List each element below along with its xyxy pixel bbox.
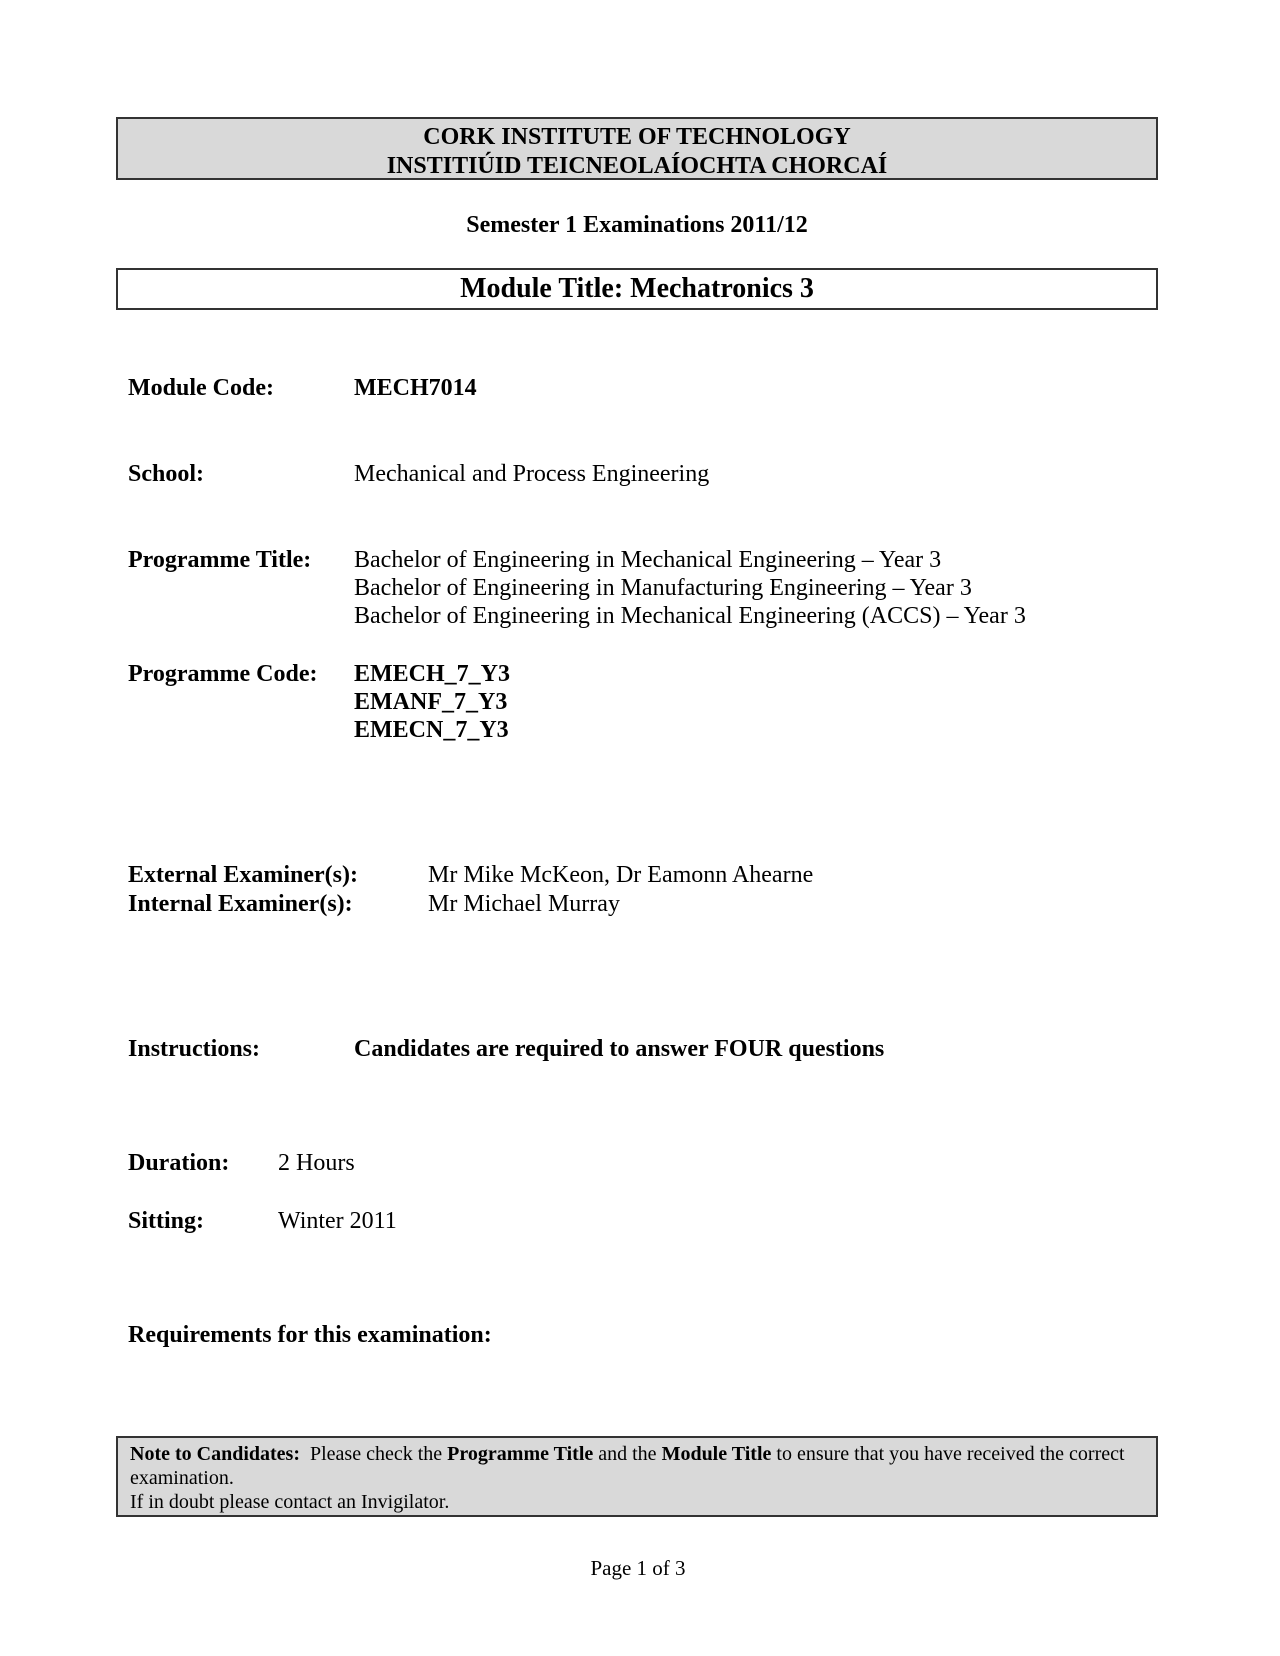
instructions-value: Candidates are required to answer FOUR questions (354, 1036, 885, 1062)
duration-label: Duration: (128, 1150, 230, 1176)
programme-code-list (354, 660, 510, 744)
programme-title-label: Programme Title: (128, 547, 312, 573)
programme-title-item: Bachelor of Engineering in Mechanical Engineering – Year 3 (354, 547, 942, 573)
instructions-label: Instructions: (128, 1036, 261, 1062)
note-programme-title: Programme Title (447, 1443, 594, 1465)
school-label: School: (128, 461, 205, 487)
module-code-label: Module Code: (128, 375, 274, 401)
internal-examiners-value: Mr Michael Murray (428, 891, 620, 917)
module-title: Module Title: Mechatronics 3 (116, 268, 1158, 310)
institute-header (116, 117, 1158, 180)
programme-code-item: EMANF_7_Y3 (354, 689, 508, 715)
programme-code-item: EMECH_7_Y3 (354, 661, 510, 687)
sitting-label: Sitting: (128, 1208, 205, 1234)
institute-name-irish: INSTITIÚID TEICNEOLAÍOCHTA CHORCAÍ (386, 153, 888, 179)
module-code-value: MECH7014 (354, 375, 477, 401)
institute-name-english: CORK INSTITUTE OF TECHNOLOGY (423, 124, 851, 150)
internal-examiners-label: Internal Examiner(s): (128, 891, 353, 917)
note-module-title: Module Title (661, 1443, 772, 1465)
programme-title-list (354, 546, 1026, 630)
programme-code-label: Programme Code: (128, 661, 318, 687)
note-text-3: to ensure that you have received the correct examination. (130, 1443, 1125, 1489)
external-examiners-label: External Examiner(s): (128, 862, 358, 888)
note-label: Note to Candidates: (130, 1443, 300, 1465)
programme-title-item: Bachelor of Engineering in Mechanical Engineering (ACCS) – Year 3 (354, 603, 1026, 629)
programme-code-item: EMECN_7_Y3 (354, 717, 509, 743)
page-number: Page 1 of 3 (590, 1556, 686, 1580)
semester-heading: Semester 1 Examinations 2011/12 (466, 212, 808, 238)
programme-title-item: Bachelor of Engineering in Manufacturing Engineering – Year 3 (354, 575, 972, 601)
school-value: Mechanical and Process Engineering (354, 461, 710, 487)
note-text-2: and the (598, 1443, 657, 1465)
external-examiners-value: Mr Mike McKeon, Dr Eamonn Ahearne (428, 862, 814, 888)
note-text-1: Please check the (310, 1443, 443, 1465)
note-line-1 (130, 1442, 1146, 1490)
note-to-candidates (116, 1436, 1158, 1517)
duration-value: 2 Hours (278, 1150, 355, 1176)
sitting-value: Winter 2011 (278, 1208, 397, 1234)
note-line-2: If in doubt please contact an Invigilator. (130, 1491, 450, 1513)
requirements-label: Requirements for this examination: (128, 1322, 492, 1348)
